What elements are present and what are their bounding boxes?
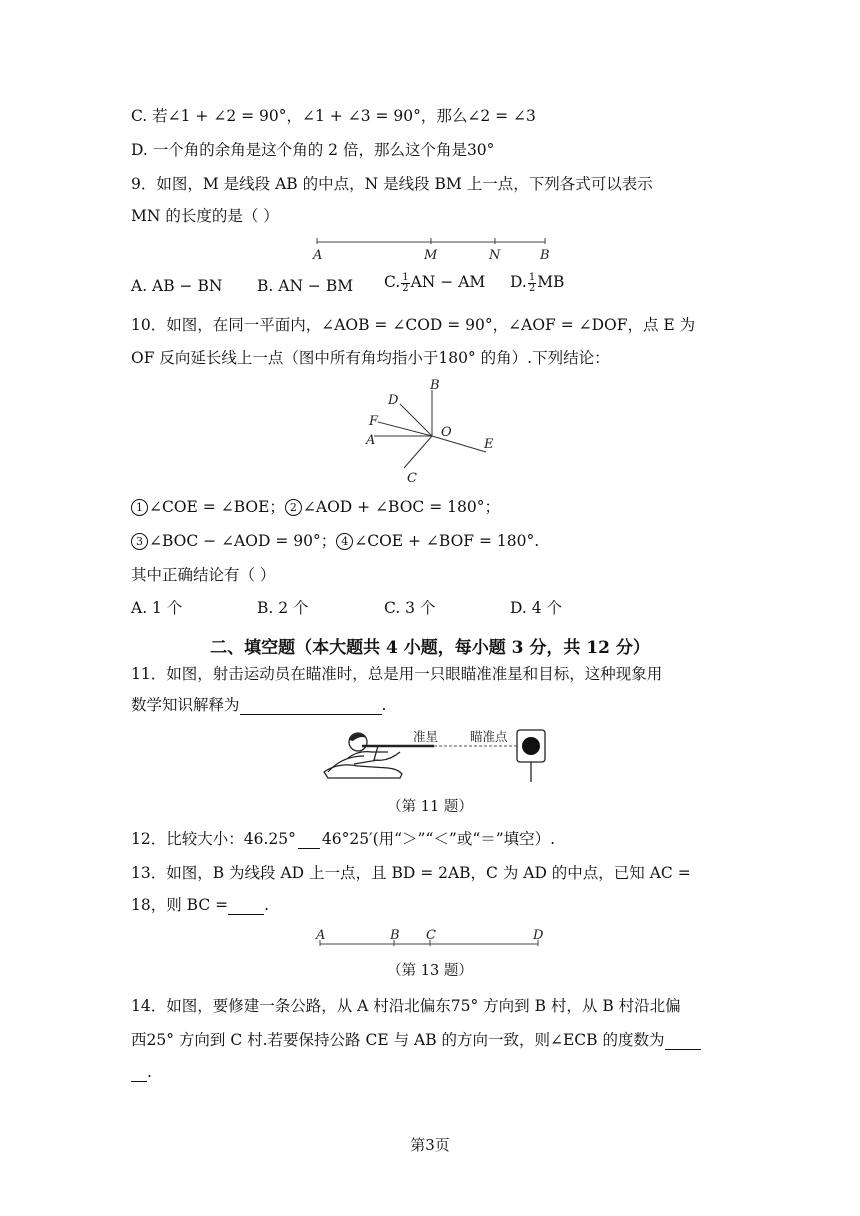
- q13-caption: （第 13 题）: [387, 963, 473, 979]
- q10-label-e: E: [484, 437, 494, 452]
- q10-label-o: O: [441, 425, 452, 440]
- q10-option-d: D. 4 个: [510, 599, 563, 617]
- q14-stem-line3: .: [131, 1062, 152, 1082]
- q12-answer-blank[interactable]: [298, 832, 320, 849]
- q13-stem-line2: 18，则 BC = .: [131, 896, 270, 914]
- q10-ask: 其中正确结论有（ ）: [131, 566, 276, 584]
- q13-label-a: A: [316, 928, 326, 943]
- q9-options: [131, 271, 691, 300]
- q11-stem-line2: 数学知识解释为 .: [131, 696, 387, 714]
- q11-stem-line1: 11．如图，射击运动员在瞄准时，总是用一只眼瞄准准星和目标，这种现象用: [131, 665, 663, 683]
- q9-option-c: C. $\frac{1}{2}$ AN − AM: [384, 271, 486, 294]
- q9-label-m: M: [424, 248, 438, 263]
- q9-segment-figure: [305, 234, 560, 264]
- q10-option-b: B. 2 个: [257, 599, 309, 617]
- q10-conclusions-1-2: 1 ∠COE = ∠BOE； 2 ∠AOD + ∠BOC = 180°；: [131, 497, 500, 517]
- q13-label-c: C: [426, 928, 436, 943]
- q9-label-b: B: [540, 248, 550, 263]
- section-title-fill-in: 二、填空题（本大题共 4 小题，每小题 3 分，共 12 分）: [210, 638, 650, 658]
- q11-caption: （第 11 题）: [387, 799, 473, 815]
- q8-option-c: C. 若∠1 + ∠2 = 90°，∠1 + ∠3 = 90°，那么∠2 = ∠3: [131, 107, 536, 125]
- q13-answer-blank[interactable]: [228, 898, 264, 915]
- q9-label-n: N: [489, 248, 501, 263]
- page-number: 第3页: [410, 1136, 450, 1154]
- q9-option-a: A. AB − BN: [131, 277, 223, 295]
- circled-number-1: 1: [131, 499, 148, 516]
- q11-answer-blank[interactable]: [240, 698, 382, 715]
- q11-label-sight: 准星: [413, 729, 439, 744]
- q10-conclusions-3-4: 3 ∠BOC − ∠AOD = 90°； 4 ∠COE + ∠BOF = 180°.: [131, 531, 539, 551]
- circled-number-2: 2: [285, 499, 302, 516]
- q9-option-b: B. AN − BM: [257, 277, 354, 295]
- q9-stem-line2: MN 的长度的是（ ）: [131, 207, 279, 225]
- q10-option-a: A. 1 个: [131, 599, 183, 617]
- q10-stem-line2: OF 反向延长线上一点（图中所有角均指小于180° 的角）.下列结论：: [131, 349, 610, 367]
- q13-label-d: D: [533, 928, 544, 943]
- q9-stem-line1: 9．如图，M 是线段 AB 的中点，N 是线段 BM 上一点，下列各式可以表示: [131, 175, 653, 193]
- q11-shooter-figure: [318, 722, 558, 784]
- q10-label-c: C: [407, 471, 417, 486]
- q14-answer-blank-part2[interactable]: [131, 1065, 147, 1082]
- q14-stem-line2: 西25° 方向到 C 村.若要保持公路 CE 与 AB 的方向一致，则∠ECB 的度数为: [131, 1030, 701, 1050]
- q10-option-c: C. 3 个: [384, 599, 436, 617]
- q14-stem-line1: 14．如图，要修建一条公路，从 A 村沿北偏东75° 方向到 B 村，从 B 村沿北偏: [131, 997, 681, 1015]
- q10-options: [131, 598, 691, 620]
- q10-label-a: A: [366, 433, 376, 448]
- q11-label-aim-point: 瞄准点: [470, 729, 508, 744]
- q12-stem: 12．比较大小：46.25° 46°25′(用“＞”“＜”或“＝”填空）.: [131, 830, 556, 848]
- q10-angle-figure: [360, 376, 510, 488]
- q13-stem-line1: 13．如图，B 为线段 AD 上一点，且 BD = 2AB，C 为 AD 的中点，已知 AC =: [131, 864, 691, 882]
- circled-number-3: 3: [131, 533, 148, 550]
- circled-number-4: 4: [336, 533, 353, 550]
- q10-label-d: D: [388, 393, 399, 408]
- q10-label-f: F: [369, 414, 379, 429]
- q8-option-d: D. 一个角的余角是这个角的 2 倍，那么这个角是30°: [131, 141, 495, 159]
- q9-label-a: A: [313, 248, 323, 263]
- q10-label-b: B: [430, 378, 440, 393]
- q10-stem-line1: 10．如图，在同一平面内，∠AOB = ∠COD = 90°，∠AOF = ∠DOF，点 E 为: [131, 316, 696, 334]
- q9-option-d: D. $\frac{1}{2}$ MB: [510, 271, 565, 294]
- q13-segment-figure: [310, 926, 550, 950]
- q13-label-b: B: [390, 928, 400, 943]
- q14-answer-blank-part1[interactable]: [665, 1033, 701, 1050]
